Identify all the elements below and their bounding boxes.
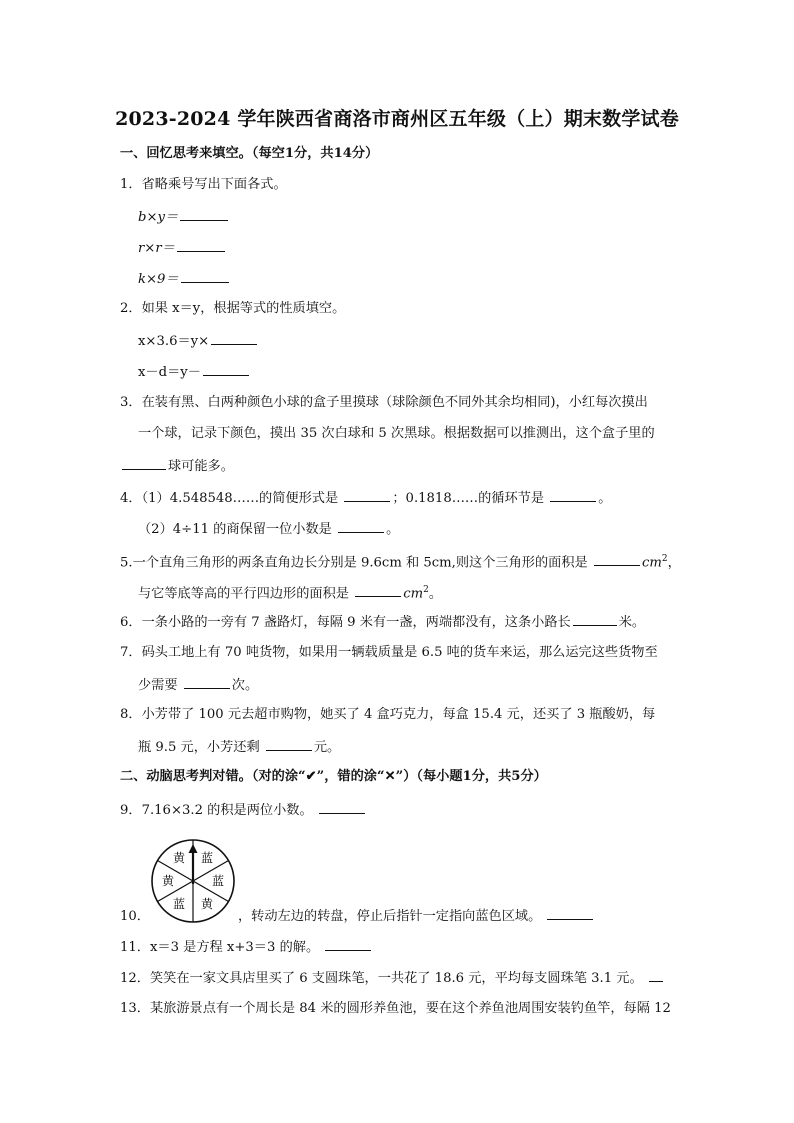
q4-l1c: 。 <box>598 491 612 506</box>
q4-line-2 <box>138 519 399 539</box>
q8-l2a: 瓶 9.5 元，小芳还剩 <box>138 740 260 755</box>
answer-blank[interactable] <box>211 331 257 345</box>
q10-num: 10． <box>120 909 150 924</box>
answer-blank[interactable] <box>266 737 312 751</box>
q4-l2b: 。 <box>386 522 400 537</box>
answer-blank[interactable] <box>319 800 365 814</box>
q3-line-1: 3．在装有黑、白两种颜色小球的盒子里摸球（球除颜色不同外其余均相同)，小红每次摸出 <box>120 395 648 410</box>
q1-stem: 1．省略乘号写出下面各式。 <box>120 177 287 192</box>
q5-unit-sup: 2 <box>661 554 668 564</box>
answer-blank[interactable] <box>547 906 593 920</box>
q5-unit: cm <box>641 555 662 571</box>
section-1-heading: 一、回忆思考来填空。（每空1分，共14分） <box>120 146 379 161</box>
answer-blank[interactable] <box>594 552 640 566</box>
answer-blank[interactable] <box>344 488 390 502</box>
wheel-label: 蓝 <box>211 874 225 888</box>
q8-l2b: 元。 <box>313 740 341 755</box>
q1-b-text: r×r＝ <box>138 241 175 256</box>
q5-l1a: 5.一个直角三角形的两条直角边长分别是 9.6cm 和 5cm,则这个三角形的面积是 <box>120 555 588 571</box>
q4-l2a: （2）4÷11 的商保留一位小数是 <box>138 522 332 537</box>
q5-l2a: 与它等底等高的平行四边形的面积是 <box>138 586 349 602</box>
q7-line-1: 7．码头工地上有 70 吨货物，如果用一辆载质量是 6.5 吨的货车来运，那么运完这些货物至 <box>120 645 658 660</box>
q5-tail-2: 。 <box>428 586 443 602</box>
q1-item-b <box>138 238 227 258</box>
wheel-label: 黄 <box>161 874 175 888</box>
q6-line <box>120 612 645 632</box>
section-2-heading: 二、动脑思考判对错。（对的涂“✔”，错的涂“✕”）（每小题1分，共5分） <box>120 769 547 784</box>
answer-blank[interactable] <box>184 675 230 689</box>
q5-tail: ， <box>667 555 681 571</box>
q13-line: 13．某旅游景点有一个周长是 84 米的圆形养鱼池，要在这个养鱼池周围安装钓鱼竿，每隔 12 <box>120 1001 671 1016</box>
q9-line <box>120 800 367 820</box>
answer-blank[interactable] <box>180 207 228 221</box>
answer-blank[interactable] <box>355 583 401 597</box>
q12-line <box>120 968 665 988</box>
q10-line <box>120 906 595 926</box>
q5-line-1 <box>120 550 681 572</box>
q4-line-1 <box>120 488 611 508</box>
q4-l1a: 4．（1）4.548548……的简便形式是 <box>120 491 339 506</box>
answer-blank[interactable] <box>649 968 663 982</box>
page-title: 2023-2024 学年陕西省商洛市商州区五年级（上）期末数学试卷 <box>115 108 679 130</box>
answer-blank[interactable] <box>338 519 384 533</box>
answer-blank[interactable] <box>573 612 617 626</box>
q5-unit-2: cm <box>403 586 424 602</box>
q2-item-b <box>138 362 251 382</box>
wheel-label: 黄 <box>200 897 214 911</box>
q7-l2b: 次。 <box>231 678 259 693</box>
q4-l1b: ；0.1818……的循环节是 <box>392 491 545 506</box>
answer-blank[interactable] <box>203 362 249 376</box>
wheel-label: 蓝 <box>200 851 214 865</box>
q3-line-2: 一个球，记录下颜色，摸出 35 次白球和 5 次黑球。根据数据可以推测出，这个盒子里的 <box>138 426 655 441</box>
q5-unit-sup-2: 2 <box>423 585 429 595</box>
q7-line-2 <box>138 675 258 695</box>
q1-item-a <box>138 207 230 227</box>
q6-b: 米。 <box>618 615 646 630</box>
q11-text: 11．x＝3 是方程 x+3＝3 的解。 <box>120 940 320 955</box>
q8-line-2 <box>138 737 340 757</box>
q10-text: ，转动左边的转盘，停止后指针一定指向蓝色区域。 <box>237 909 542 924</box>
q8-line-1: 8．小芳带了 100 元去超市购物，她买了 4 盒巧克力，每盒 15.4 元，还买了 3 瓶酸奶，每 <box>120 707 656 722</box>
q2-item-a <box>138 331 259 351</box>
q1-a-text: b×y＝ <box>138 210 179 225</box>
wheel-label: 黄 <box>172 851 186 865</box>
q9-text: 9．7.16×3.2 的积是两位小数。 <box>120 803 313 818</box>
answer-blank[interactable] <box>550 488 596 502</box>
answer-blank[interactable] <box>181 269 229 283</box>
q3-line-3 <box>120 456 234 476</box>
q11-line <box>120 937 373 957</box>
q1-item-c <box>138 269 231 289</box>
q12-text: 12．笑笑在一家文具店里买了 6 支圆珠笔，一共花了 18.6 元，平均每支圆珠笔 3.1 元。 <box>120 971 643 986</box>
q5-line-2 <box>138 581 442 603</box>
q7-l2a: 少需要 <box>138 678 178 693</box>
answer-blank[interactable] <box>122 456 166 470</box>
q6-a: 6．一条小路的一旁有 7 盏路灯，每隔 9 米有一盏，两端都没有，这条小路长 <box>120 615 571 630</box>
answer-blank[interactable] <box>177 238 225 252</box>
q2-b-text: x－d＝y－ <box>138 365 201 380</box>
wheel-label: 蓝 <box>172 897 186 911</box>
answer-blank[interactable] <box>325 937 371 951</box>
q3-l3-text: 球可能多。 <box>168 459 234 474</box>
q2-a-text: x×3.6＝y× <box>138 334 210 349</box>
q2-stem: 2．如果 x＝y，根据等式的性质填空。 <box>120 301 346 316</box>
q1-c-text: k×9＝ <box>138 272 179 287</box>
